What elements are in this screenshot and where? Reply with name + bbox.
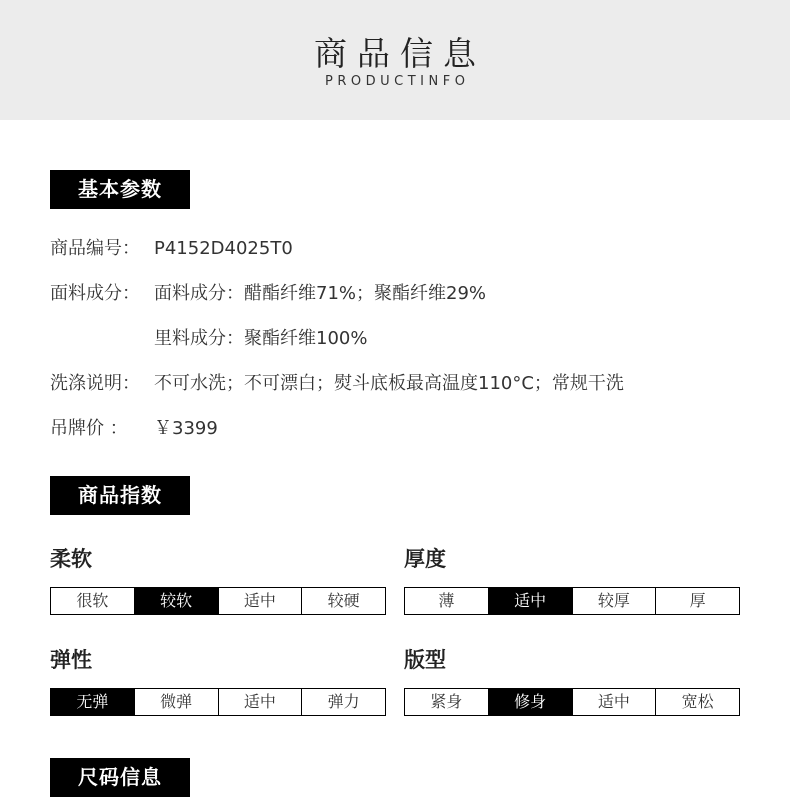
page-subtitle: PRODUCTINFO [325,74,470,89]
fit-title: 版型 [404,648,446,672]
fit-option: 修身 [489,689,573,715]
fit-option: 适中 [573,689,657,715]
fabric-value: 面料成分：醋酯纤维71%；聚酯纤维29% [154,283,487,304]
section-tag-index: 商品指数 [50,476,190,515]
price-label: 吊牌价 ： [50,418,128,439]
elasticity-option: 弹力 [327,692,360,711]
wash-label: 洗涤说明： [50,373,140,394]
elasticity-option: 适中 [219,689,303,715]
page-header [0,0,790,120]
thickness-title: 厚度 [404,547,446,571]
fabric-label: 面料成分： [50,283,140,304]
sku-label: 商品编号： [50,238,140,259]
wash-value: 不可水洗；不可漂白；熨斗底板最高温度110°C；常规干洗 [154,373,624,394]
section-tag-size: 尺码信息 [50,758,190,797]
softness-option: 适中 [219,588,303,614]
elasticity-title: 弹性 [50,648,92,672]
thickness-option: 厚 [689,591,706,610]
thickness-option: 较厚 [573,588,657,614]
page-title: 商品信息 [314,34,486,73]
fit-option: 宽松 [681,692,714,711]
softness-option: 很软 [51,588,135,614]
section-tag-basic: 基本参数 [50,170,190,209]
thickness-scale [404,587,740,615]
price-value: ￥3399 [154,418,218,439]
fit-scale [404,688,740,716]
elasticity-option: 微弹 [135,689,219,715]
softness-option: 较硬 [327,591,360,610]
elasticity-scale [50,688,386,716]
thickness-option: 薄 [405,588,489,614]
sku-value: P4152D4025T0 [154,238,293,259]
softness-title: 柔软 [50,547,92,571]
fit-option: 紧身 [405,689,489,715]
thickness-option: 适中 [489,588,573,614]
elasticity-option: 无弹 [51,689,135,715]
softness-option: 较软 [135,588,219,614]
lining-value: 里料成分：聚酯纤维100% [154,328,368,349]
sku-row [50,237,293,261]
lining-row [50,327,367,351]
fabric-row [50,282,486,306]
price-row [50,417,218,441]
wash-row [50,372,624,396]
softness-scale [50,587,386,615]
